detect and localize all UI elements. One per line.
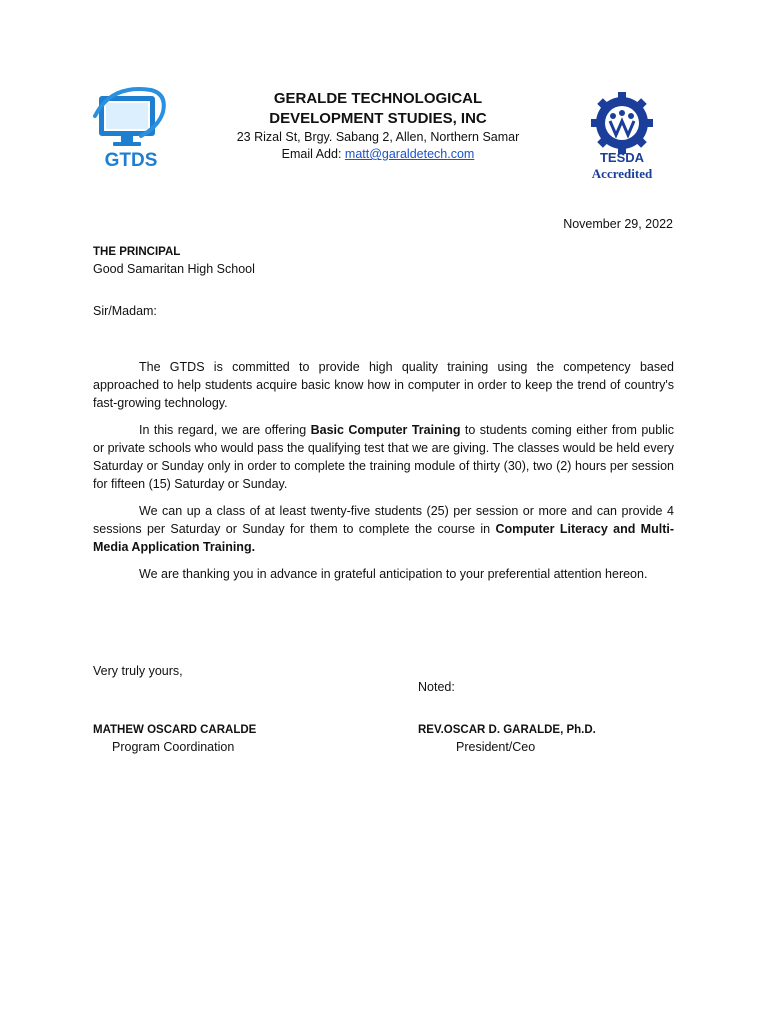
org-email (200, 146, 556, 163)
svg-text:Accredited: Accredited (591, 166, 653, 181)
recipient-block (93, 244, 255, 278)
letterhead (200, 89, 556, 163)
closing: Very truly yours, (93, 664, 183, 678)
letter-body (93, 358, 674, 592)
signatory-left-name: MATHEW OSCARD CARALDE (93, 724, 257, 736)
paragraph-2-end: to students coming either from public or private schools who would pass the qualifying test that we are giving. The classes would be held every Saturday or Sunday only in order to complete the training module of thirty (30), two (2) hours per session for fifteen (15) Saturday or Sunday. (93, 423, 674, 491)
signatory-left-title: Program Coordination (112, 740, 235, 754)
tesda-accredited-logo (583, 92, 665, 184)
signatory-right-name: REV.OSCAR D. GARALDE, Ph.D. (418, 724, 596, 736)
recipient-title: THE PRINCIPAL (93, 246, 181, 258)
paragraph-3-start: We can up a class of at least twenty-five students (25) per session or more and can provide 4 sessions per Saturday or Sunday for them to complete the course in (93, 504, 674, 536)
org-name-line2: DEVELOPMENT STUDIES, INC (269, 110, 487, 127)
svg-text:GTDS: GTDS (104, 150, 158, 171)
org-address: 23 Rizal St, Brgy. Sabang 2, Allen, Northern Samar (236, 130, 520, 144)
letter-date: November 29, 2022 (563, 217, 673, 231)
paragraph-2 (93, 421, 674, 493)
recipient-school: Good Samaritan High School (93, 262, 255, 276)
salutation: Sir/Madam: (93, 304, 157, 318)
paragraph-2-start: In this regard, we are offering (139, 423, 311, 437)
paragraph-3 (93, 502, 674, 556)
gtds-logo (93, 86, 171, 172)
paragraph-4: We are thanking you in advance in grateful anticipation to your preferential attention hereon. (139, 567, 648, 581)
paragraph-1: The GTDS is committed to provide high quality training using the competency based approached to help students acquire basic know how in computer in order to keep the trend of country's fast-growing technology. (93, 360, 674, 410)
email-link[interactable]: matt@garaldetech.com (344, 147, 475, 161)
signatory-right-title: President/Ceo (456, 740, 536, 754)
email-label: Email Add: (281, 147, 345, 161)
course-name: Computer Literacy and Multi-Media Application Training. (93, 522, 674, 554)
org-name-line1: GERALDE TECHNOLOGICAL (273, 90, 483, 107)
noted-label: Noted: (418, 680, 455, 694)
svg-text:TESDA: TESDA (599, 150, 645, 165)
training-name: Basic Computer Training (310, 423, 461, 437)
